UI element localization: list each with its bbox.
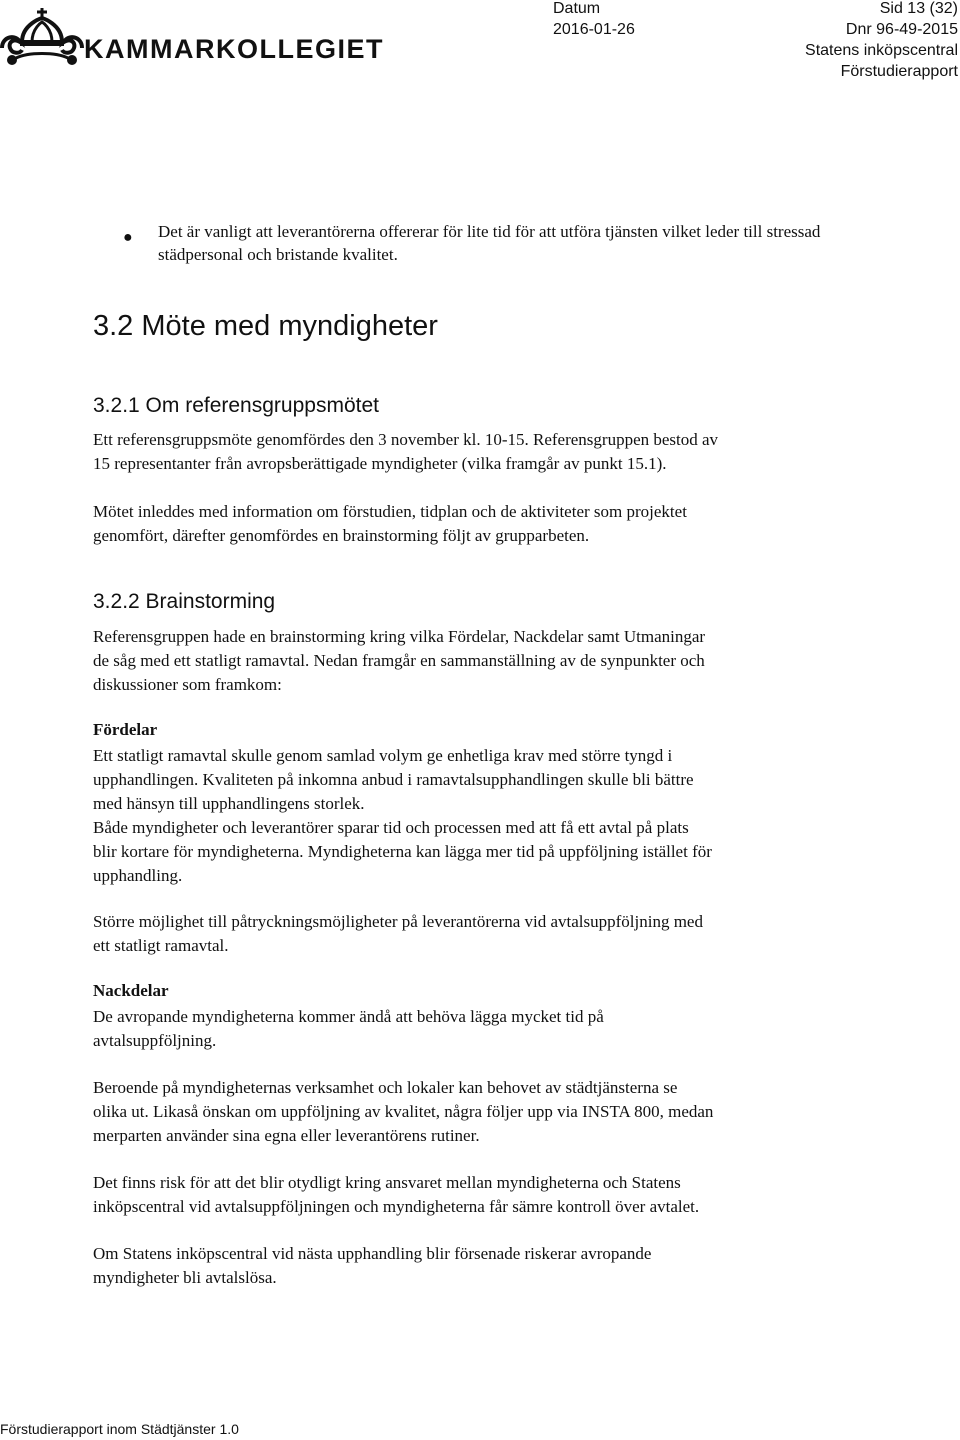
paragraph-line: 15 representanter från avropsberättigade myndigheter (vilka framgår av punkt 15.1). <box>93 454 667 473</box>
paragraph-line: De avropande myndigheterna kommer ändå att behöva lägga mycket tid på <box>93 1007 604 1026</box>
paragraph-line: avtalsuppföljning. <box>93 1031 217 1050</box>
section-heading-3-2-2: 3.2.2 Brainstorming <box>93 590 276 613</box>
crown-icon <box>0 4 84 68</box>
fordelar-heading: Fördelar <box>93 720 158 739</box>
paragraph-line: inköpscentral vid avtalsuppföljningen och myndigheterna får sämre kontroll över avtalet. <box>93 1197 700 1216</box>
paragraph-line: Det finns risk för att det blir otydligt kring ansvaret mellan myndigheterna och Statens <box>93 1173 681 1192</box>
bullet-text: Det är vanligt att leverantörerna offererar för lite tid för att utföra tjänsten vilket leder till stressad städpersonal och bristande kvalitet. <box>158 222 821 265</box>
document-type: Förstudierapport <box>840 63 958 80</box>
paragraph-line: merparten använder sina egna eller leverantörens rutiner. <box>93 1126 480 1145</box>
paragraph-line: upphandlingen. Kvaliteten på inkomna anbud i ramavtalsupphandlingen skulle bli bättre <box>93 770 694 789</box>
paragraph-line: myndigheter bli avtalslösa. <box>93 1268 277 1287</box>
paragraph-line: blir kortare för myndigheterna. Myndigheterna kan lägga mer tid på uppföljning istället för <box>93 842 712 861</box>
paragraph-line: olika ut. Likaså önskan om uppföljning av kvalitet, några följer upp via INSTA 800, medan <box>93 1102 714 1121</box>
paragraph-line: Både myndigheter och leverantörer sparar tid och processen med att få ett avtal på plats <box>93 818 689 837</box>
paragraph-line: Om Statens inköpscentral vid nästa upphandling blir försenade riskerar avropande <box>93 1244 652 1263</box>
paragraph-line: Ett statligt ramavtal skulle genom samlad volym ge enhetliga krav med större tyngd i <box>93 746 673 765</box>
paragraph-line: upphandling. <box>93 866 183 885</box>
paragraph-line: Mötet inleddes med information om förstudien, tidplan och de aktiviteter som projektet <box>93 502 687 521</box>
paragraph-line: Ett referensgruppsmöte genomfördes den 3 november kl. 10-15. Referensgruppen bestod av <box>93 430 719 449</box>
bullet-icon: ● <box>123 229 133 246</box>
paragraph-line: Beroende på myndigheternas verksamhet och lokaler kan behovet av städtjänsterna se <box>93 1078 678 1097</box>
paragraph-line: genomfört, därefter genomfördes en brainstorming följt av grupparbeten. <box>93 526 590 545</box>
datum-label: Datum <box>553 0 601 17</box>
section-heading-3-2: 3.2 Möte med myndigheter <box>93 310 438 342</box>
section-heading-3-2-1: 3.2.1 Om referensgruppsmötet <box>93 394 379 417</box>
paragraph-line: Referensgruppen hade en brainstorming kring vilka Fördelar, Nackdelar samt Utmaningar <box>93 627 706 646</box>
nackdelar-heading: Nackdelar <box>93 981 169 1000</box>
paragraph-line: Större möjlighet till påtryckningsmöjligheter på leverantörerna vid avtalsuppföljning med <box>93 912 703 931</box>
page-footer: Förstudierapport inom Städtjänster 1.0 <box>0 1421 239 1437</box>
kammarkollegiet-logo <box>0 4 384 68</box>
organisation: Statens inköpscentral <box>805 42 958 59</box>
paragraph-line: diskussioner som framkom: <box>93 675 282 694</box>
paragraph-line: med hänsyn till upphandlingens storlek. <box>93 794 365 813</box>
paragraph-line: de såg med ett statligt ramavtal. Nedan framgår en sammanställning av de synpunkter och <box>93 651 705 670</box>
logo-text: KAMMARKOLLEGIET <box>84 34 384 64</box>
datum-value: 2016-01-26 <box>553 21 635 38</box>
page-number: Sid 13 (32) <box>879 0 958 17</box>
paragraph-line: ett statligt ramavtal. <box>93 936 229 955</box>
dnr-number: Dnr 96-49-2015 <box>845 21 958 38</box>
